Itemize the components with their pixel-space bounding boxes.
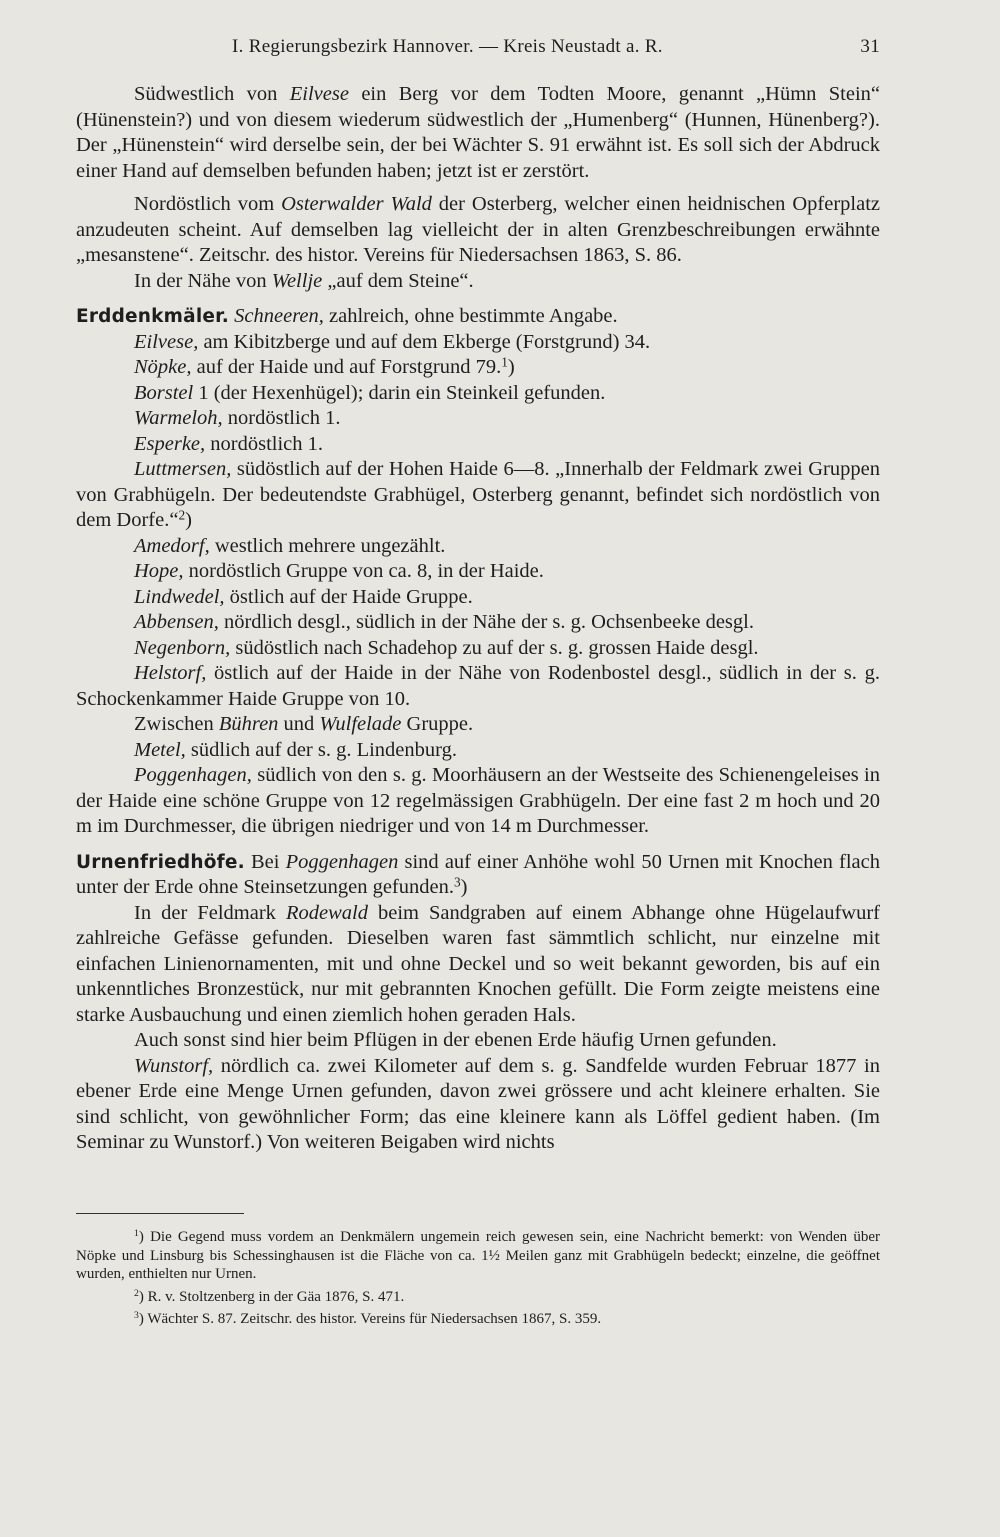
text: ein Berg vor dem Todten Moore, genannt „Hümn Stein“ (Hünenstein?) und von diesem wiederum südwestlich der „Humenberg“ (Hunnen, Hünenberg?). Der „Hünenstein“ wird derselbe sein, der bei Wächter S. 91 erwähnt ist. Es soll sich der Abdruck einer Hand auf demselben befunden haben; jetzt ist er zerstört.	[76, 83, 881, 182]
text: „auf dem Steine“.	[322, 269, 474, 292]
text: beim Sandgraben auf einem Abhange ohne Hügelaufwurf zahlreiche Gefässe gefunden. Dieselben waren fast sämmtlich schlicht, nur einzelne mit einfachen Linienornamenten, mit und ohne Deckel und so weit bekannt geworden, bis auf ein unkenntliches Bronzestück, nur mit gebrannten Knochen gefüllt. Die Form zeigte meistens eine starke Ausbauchung und einen ziemlich hohen geraden Hals.	[76, 901, 880, 1026]
section-erddenkmaeler	[76, 304, 880, 330]
footnote	[76, 1288, 880, 1307]
text: am Kibitzberge und auf dem Ekberge (Forstgrund) 34.	[198, 330, 651, 353]
place-name: Poggenhagen	[285, 850, 399, 873]
footnote-text: ) Wächter S. 87. Zeitschr. des histor. Vereins für Niedersachsen 1867, S. 359.	[138, 1311, 602, 1327]
site-entry	[76, 406, 880, 432]
place-name: Eilvese	[289, 83, 349, 105]
text: auf der Haide und auf Forstgrund 79.	[191, 356, 502, 378]
place-name: Esperke,	[134, 432, 206, 455]
place-name: Warmeloh,	[134, 407, 223, 429]
place-name: Schneeren,	[234, 305, 324, 327]
paragraph-osterwalder	[76, 192, 880, 269]
text: 1 (der Hexenhügel); darin ein Steinkeil gefunden.	[193, 381, 606, 404]
place-name: Hope,	[134, 560, 184, 582]
text: südöstlich nach Schadehop zu auf der s. g. grossen Haide desgl.	[230, 636, 759, 659]
site-entry	[76, 636, 880, 662]
text: In der Nähe von	[134, 269, 272, 292]
place-name: Borstel	[134, 381, 194, 404]
site-entry	[76, 432, 880, 458]
place-name: Abbensen,	[134, 611, 219, 633]
paragraph-rodewald	[76, 901, 880, 1029]
text: )	[185, 509, 192, 531]
entry-poggenhagen	[76, 763, 880, 840]
paragraph-wunstorf	[76, 1054, 880, 1156]
running-title: I. Regierungsbezirk Hannover. — Kreis Neustadt a. R.	[232, 36, 663, 57]
footnote	[76, 1228, 880, 1284]
site-entry	[76, 559, 880, 585]
text: südlich von den s. g. Moorhäusern an der Westseite des Schienengeleises in der Haide eine schöne Gruppe von 12 regelmässigen Grabhügeln. Der eine fast 2 m hoch und 20 m im Durchmesser, die übrigen niedriger und von 14 m Durchmesser.	[76, 764, 880, 837]
footnotes	[76, 1228, 880, 1333]
text: und	[278, 713, 320, 735]
text: nordöstlich Gruppe von ca. 8, in der Haide.	[183, 560, 544, 582]
text: Bei	[244, 850, 286, 873]
place-name: Osterwalder Wald	[281, 193, 432, 215]
site-entry	[76, 585, 880, 611]
site-entry	[76, 534, 880, 560]
place-name: Wunstorf,	[134, 1054, 214, 1077]
site-entry	[76, 355, 880, 381]
text: nordöstlich 1.	[205, 432, 324, 455]
site-entry	[76, 661, 880, 712]
text: )	[507, 356, 515, 378]
footnote-divider	[76, 1213, 244, 1214]
footnote-text: ) Die Gegend muss vordem an Denkmälern ungemein reich gewesen sein, eine Nachricht bemerkt: von Wenden über Nöpke und Linsburg bis Schessinghausen ist die Fläche von ca. 1½ Meilen ganz mit Grabhügeln bedeckt; einzelne, die geöffnet wurden, enthielten nur Urnen.	[76, 1229, 880, 1282]
section-heading: Erddenkmäler.	[76, 306, 230, 327]
footnote-ref[interactable]: 1	[501, 354, 508, 370]
place-name: Rodewald	[285, 901, 368, 924]
text: Zwischen	[134, 713, 219, 735]
text: nordöstlich 1.	[222, 407, 341, 429]
running-header	[72, 36, 880, 60]
place-name: Poggenhagen,	[134, 764, 252, 786]
footnote-ref[interactable]: 3	[453, 874, 461, 890]
text: westlich mehrere ungezählt.	[209, 534, 446, 557]
text: südöstlich auf der Hohen Haide 6—8. „Innerhalb der Feldmark zwei Gruppen von Grabhügeln. Der bedeutendste Grabhügel, Osterberg genannt, befindet sich nordöstlich von dem Dorfe.“	[76, 458, 880, 531]
place-name: Helstorf,	[134, 662, 207, 684]
footnote-mark: 2	[134, 1287, 139, 1299]
paragraph-wellje	[76, 269, 880, 295]
footnote-ref[interactable]: 2	[178, 507, 186, 523]
text: )	[460, 876, 468, 898]
paragraph-eilvese	[76, 82, 880, 184]
footnote-text: ) R. v. Stoltzenberg in der Gäa 1876, S. 471.	[138, 1288, 405, 1305]
page-number: 31	[860, 36, 880, 57]
entry-zwischen	[76, 712, 880, 738]
site-entry	[76, 610, 880, 636]
text: südlich auf der s. g. Lindenburg.	[185, 738, 457, 761]
place-name: Lindwedel,	[134, 585, 225, 608]
main-text	[76, 82, 880, 1156]
footnote	[76, 1310, 880, 1329]
text: östlich auf der Haide in der Nähe von Rodenbostel desgl., südlich in der s. g. Schockenkammer Haide Gruppe von 10.	[76, 662, 880, 710]
place-name: Bühren	[218, 713, 279, 735]
place-name: Luttmersen,	[134, 458, 232, 480]
place-name: Amedorf,	[134, 534, 210, 557]
site-list	[76, 330, 880, 713]
site-entry	[76, 457, 880, 534]
place-name: Negenborn,	[134, 636, 231, 659]
text: der Osterberg, welcher einen heidnischen Opferplatz anzudeuten scheint. Auf demselben lag vielleicht der in alten Grenzbeschreibungen erwähnte „mesanstene“. Zeitschr. des histor. Vereins für Niedersachsen 1863, S. 86.	[76, 193, 880, 266]
entry-metel	[76, 738, 880, 764]
footnote-mark: 1	[134, 1228, 139, 1240]
place-name: Wellje	[271, 269, 323, 292]
text: In der Feldmark	[134, 901, 286, 924]
place-name: Eilvese,	[134, 330, 199, 353]
footnote-mark: 3	[134, 1310, 139, 1322]
text: sind auf einer Anhöhe wohl 50 Urnen mit Knochen flach unter der Erde ohne Steinsetzungen gefunden.	[76, 850, 880, 898]
text: Nordöstlich vom	[134, 193, 282, 215]
section-urnenfriedhoefe	[76, 850, 880, 901]
text: östlich auf der Haide Gruppe.	[224, 585, 473, 608]
site-entry	[76, 330, 880, 356]
place-name: Wulfelade	[319, 713, 402, 735]
site-entry	[76, 381, 880, 407]
text: zahlreich, ohne bestimmte Angabe.	[323, 305, 618, 327]
text: nördlich desgl., südlich in der Nähe der s. g. Ochsenbeeke desgl.	[218, 611, 754, 633]
place-name: Metel,	[134, 738, 186, 761]
place-name: Nöpke,	[134, 356, 192, 378]
section-heading: Urnenfriedhöfe.	[76, 851, 245, 873]
paragraph-pfluegen: Auch sonst sind hier beim Pflügen in der ebenen Erde häufig Urnen gefunden.	[134, 1029, 777, 1051]
text: nördlich ca. zwei Kilometer auf dem s. g. Sandfelde wurden Februar 1877 in ebener Erde eine Menge Urnen gefunden, davon zwei grössere und acht kleinere erhalten. Sie sind schlicht, von gewöhnlicher Form; das eine kleinere kann als Löffel gedient haben. (Im Seminar zu Wunstorf.) Von weiteren Beigaben wird nichts	[76, 1054, 880, 1153]
text: Gruppe.	[401, 713, 474, 735]
text: Südwestlich von	[134, 83, 290, 105]
